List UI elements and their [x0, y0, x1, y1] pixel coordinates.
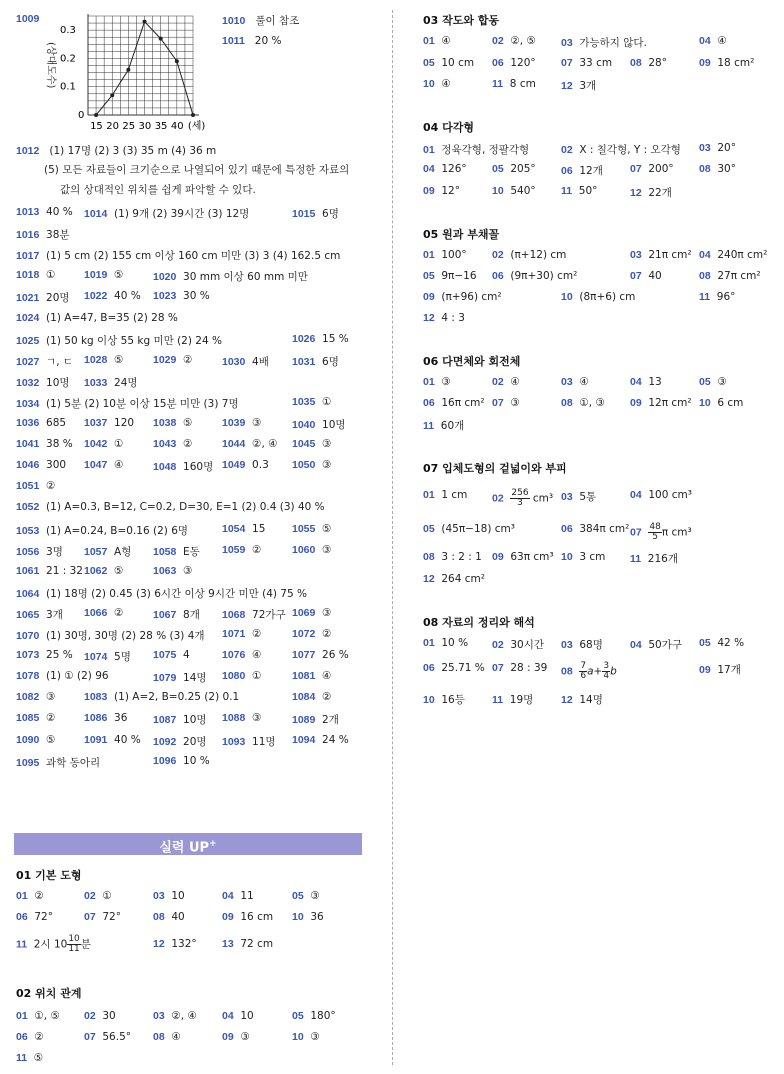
answer-item: 1078 (1) ① (2) 96	[16, 670, 109, 683]
answer-01-12: 12 132°	[153, 938, 197, 950]
answer-item: 1022 40 %	[84, 290, 141, 303]
answer-item: 01 ③	[423, 376, 451, 388]
answer-item: 03 5통	[561, 491, 597, 503]
answer-item: 04 100 cm³	[630, 489, 692, 501]
answer-item: 1052 (1) A=0.3, B=12, C=0.2, D=30, E=1 (2) 0.4 (3) 40 %	[16, 501, 325, 514]
answer-item: 1084 ②	[292, 691, 332, 704]
answer-item: 09 ③	[222, 1031, 250, 1043]
answer-item: 1093 11명	[222, 735, 276, 748]
answer-item: 07 ③	[492, 397, 520, 409]
answer-item: 06 120°	[492, 57, 536, 69]
answer-item: 1088 ③	[222, 712, 262, 725]
answer-item: 1056 3명	[16, 545, 63, 558]
answer-item: 05 42 %	[699, 637, 745, 649]
answer-item: 1063 ③	[153, 564, 193, 577]
answer-item: 07 $\frac{48}{5}$ π cm³	[630, 522, 692, 542]
answer-item: 1025 (1) 50 kg 이상 55 kg 미만 (2) 24 %	[16, 334, 222, 347]
answer-item: 09 12°	[423, 185, 460, 197]
answer-item: 1013 40 %	[16, 206, 73, 218]
answer-01-11: 11 2시 10 $\frac{10}{11}$ 분	[16, 934, 91, 954]
answer-item: 1062 ⑤	[84, 564, 124, 577]
answer-item: 03 ②, ④	[153, 1010, 197, 1022]
section-title-04: 04 다각형	[423, 121, 475, 134]
answer-item: 1049 0.3	[222, 459, 269, 472]
answer-item: 1017 (1) 5 cm (2) 155 cm 이상 160 cm 미만 (3) 3 (4) 162.5 cm	[16, 250, 341, 263]
answer-item: 10 (8π+6) cm	[561, 291, 636, 303]
answer-item: 04 10	[222, 1010, 254, 1022]
answer-item: 12 14명	[561, 694, 603, 706]
answer-item: 1053 (1) A=0.24, B=0.16 (2) 6명	[16, 524, 189, 537]
answer-item: 01 정육각형, 정팔각형	[423, 144, 530, 156]
answer-item: 09 (π+96) cm²	[423, 291, 502, 303]
fraction: $\frac{48}{5}$	[649, 522, 661, 542]
answer-item: 1086 36	[84, 712, 128, 725]
answer-item: 1076 ④	[222, 649, 262, 662]
data-point	[143, 20, 147, 24]
answer-item: 05 180°	[292, 1010, 336, 1022]
answer-item: 03 68명	[561, 639, 603, 651]
answer-item: 03 20°	[699, 142, 736, 154]
answer-item: 04 13	[630, 376, 662, 388]
answer-item: 1043 ②	[153, 438, 193, 451]
fraction: $\frac{7}{6}$	[580, 661, 587, 681]
answer-item: 1045 ③	[292, 438, 332, 451]
answer-item: 1095 과학 동아리	[16, 756, 101, 769]
answer-item: 1059 ②	[222, 543, 262, 556]
answer-item: 1055 ⑤	[292, 522, 332, 535]
answer-item: 09 18 cm²	[699, 57, 755, 69]
answer-item: 03 ④	[561, 376, 589, 388]
answer-item: 1048 160명	[153, 461, 214, 474]
answer-item: 1037 120	[84, 417, 135, 429]
answer-item: 07 72°	[84, 911, 121, 923]
answer-item: 1020 30 mm 이상 60 mm 미만	[153, 271, 308, 284]
answer-item: 1032 10명	[16, 376, 70, 389]
answer-item: 11 50°	[561, 185, 598, 197]
answer-item: 1015 6명	[292, 208, 339, 220]
x-tick-label: 20	[106, 121, 119, 132]
answer-item: 1070 (1) 30명, 30명 (2) 28 % (3) 4개	[16, 630, 205, 642]
answer-item: 1067 8개	[153, 608, 200, 621]
answer-item: 11 96°	[699, 291, 736, 303]
answer-item: 07 200°	[630, 163, 674, 175]
data-point	[175, 59, 179, 63]
answer-item: 04 11	[222, 890, 254, 902]
section-banner: 실력 UP+	[14, 833, 362, 855]
answer-item: 10 540°	[492, 185, 536, 197]
answer-item: 1026 15 %	[292, 332, 349, 345]
answer-item: 05 9π−16	[423, 270, 477, 282]
answer-item: 01 ④	[423, 35, 451, 47]
fraction: $\frac{3}{4}$	[603, 661, 610, 681]
answer-item: 1079 14명	[153, 672, 207, 685]
answer-item: 1018 ①	[16, 269, 56, 282]
answer-item: 02 $\frac{256}{3}$ cm³	[492, 488, 554, 508]
answer-item: 1039 ③	[222, 417, 262, 429]
answer-item: 1073 25 %	[16, 649, 73, 662]
answer-item: 1092 20명	[153, 735, 207, 748]
answer-item: 11 19명	[492, 694, 534, 706]
answer-item: 1072 ②	[292, 628, 332, 640]
answer-item: 1091 40 %	[84, 733, 141, 746]
answer-item: 09 16 cm	[222, 911, 274, 923]
answer-item: 1038 ⑤	[153, 417, 193, 429]
section-title-02: 02 위치 관계	[16, 987, 82, 1000]
y-tick-label: 0.2	[60, 53, 76, 65]
answer-item: 1021 20명	[16, 292, 70, 305]
answer-item: 04 ④	[699, 35, 727, 47]
answer-item: 1047 ④	[84, 459, 124, 472]
relative-frequency-graph	[40, 12, 215, 134]
answer-item: 1034 (1) 5분 (2) 10분 이상 15분 미만 (3) 7명	[16, 397, 239, 410]
answer-item: 1089 2개	[292, 714, 339, 727]
answer-item: 1040 10명	[292, 419, 346, 431]
answer-item: 03 가능하지 않다.	[561, 37, 647, 49]
section-title-08: 08 자료의 정리와 해석	[423, 616, 535, 629]
data-point	[159, 37, 163, 41]
answer-item: 08 $\frac{7}{6}$ a+ $\frac{3}{4}$ b	[561, 661, 617, 681]
answer-item: 11 216개	[630, 553, 678, 565]
answer-item: 1033 24명	[84, 376, 138, 389]
answer-item: 06 384π cm²	[561, 523, 630, 535]
answer-item: 1085 ②	[16, 712, 56, 725]
data-point	[94, 113, 98, 117]
answer-item: 12 22개	[630, 187, 672, 199]
x-tick-label: 35	[154, 121, 168, 132]
section-title-07: 07 입체도형의 겉넓이와 부피	[423, 462, 567, 475]
answer-item: 08 27π cm²	[699, 270, 761, 282]
answer-item: 1066 ②	[84, 606, 124, 619]
answer-item: 09 12π cm²	[630, 397, 692, 409]
answer-item: 1024 (1) A=47, B=35 (2) 28 %	[16, 311, 178, 324]
graph-grid	[88, 14, 199, 115]
answer-item: 11 ⑤	[16, 1052, 44, 1064]
answer-item: 05 10 cm	[423, 57, 475, 69]
x-tick-label: 30	[138, 121, 152, 132]
answer-item: 05 ③	[292, 890, 320, 902]
answer-item: 1071 ②	[222, 628, 262, 640]
answer-item: 1060 ③	[292, 543, 332, 556]
answer-item: 08 ④	[153, 1031, 181, 1043]
answer-item: 08 ①, ③	[561, 397, 605, 409]
answer-item: 1044 ②, ④	[222, 438, 278, 451]
answer-item: 06 16π cm²	[423, 397, 485, 409]
answer-item: 01 1 cm	[423, 489, 468, 501]
answer-item: 06 (9π+30) cm²	[492, 270, 578, 282]
answer-item: 02 30	[84, 1010, 116, 1022]
answer-item: 1057 A형	[84, 545, 132, 558]
answer-1012: 1012 (1) 17명 (2) 3 (3) 35 m (4) 36 m	[16, 145, 217, 157]
answer-item: 12 3개	[561, 80, 597, 92]
answer-1012-line3: 값의 상대적인 위치를 쉽게 파악할 수 있다.	[60, 184, 256, 196]
answer-item: 1090 ⑤	[16, 733, 56, 746]
answer-item: 1077 26 %	[292, 649, 349, 662]
answer-item: 1050 ③	[292, 459, 332, 472]
answer-1009-num: 1009	[16, 13, 40, 25]
section-title-06: 06 다면체와 회전체	[423, 355, 521, 368]
answer-item: 1082 ③	[16, 691, 56, 704]
answer-item: 06 ②	[16, 1031, 44, 1043]
answer-item: 03 21π cm²	[630, 249, 692, 261]
answer-item: 06 12개	[561, 165, 603, 177]
answer-item: 07 28 : 39	[492, 662, 548, 674]
answer-item: 11 60개	[423, 420, 465, 432]
answer-1010: 1010 풀이 참조	[222, 15, 300, 27]
answer-item: 10 3 cm	[561, 551, 606, 563]
answer-item: 1023 30 %	[153, 290, 210, 303]
fraction: $\frac{10}{11}$	[68, 934, 80, 954]
answer-item: 10 ④	[423, 78, 451, 90]
answer-item: 01 10 %	[423, 637, 469, 649]
answer-item: 1074 5명	[84, 651, 131, 664]
fraction: $\frac{256}{3}$	[511, 488, 529, 508]
x-tick-label: 25	[122, 121, 136, 132]
answer-item: 1064 (1) 18명 (2) 0.45 (3) 6시간 이상 9시간 미만 (4) 75 %	[16, 587, 307, 600]
answer-item: 1094 24 %	[292, 733, 349, 746]
answer-item: 05 205°	[492, 163, 536, 175]
answer-item: 02 X : 칠각형, Y : 오각형	[561, 144, 681, 156]
answer-item: 1096 10 %	[153, 754, 210, 767]
answer-01-13: 13 72 cm	[222, 938, 274, 950]
data-point	[126, 68, 130, 72]
answer-item: 1081 ④	[292, 670, 332, 683]
answer-item: 02 ①	[84, 890, 112, 902]
answer-item: 1042 ①	[84, 438, 124, 451]
answer-item: 05 (45π−18) cm³	[423, 523, 515, 535]
answer-item: 1075 4	[153, 649, 190, 662]
x-tick-label: 40	[170, 121, 184, 132]
answer-item: 10 ③	[292, 1031, 320, 1043]
answer-item: 1046 300	[16, 459, 67, 472]
graph-ylabel: (상대도수)	[45, 42, 56, 89]
answer-item: 1030 4배	[222, 355, 269, 368]
answer-item: 09 17개	[699, 664, 741, 676]
answer-item: 08 40	[153, 911, 185, 923]
answer-item: 1058 E동	[153, 545, 200, 558]
answer-1011: 1011 20 %	[222, 35, 282, 47]
answer-item: 1069 ③	[292, 606, 332, 619]
answer-item: 1061 21 : 32	[16, 564, 83, 577]
x-tick-label: 15	[90, 121, 103, 132]
answer-item: 12 264 cm²	[423, 573, 485, 585]
answer-item: 07 40	[630, 270, 662, 282]
answer-item: 02 ②, ⑤	[492, 35, 536, 47]
section-title-03: 03 작도와 합동	[423, 14, 500, 27]
answer-item: 08 3 : 2 : 1	[423, 551, 482, 563]
answer-item: 01 ①, ⑤	[16, 1010, 60, 1022]
answer-item: 1083 (1) A=2, B=0.25 (2) 0.1	[84, 691, 240, 704]
answer-item: 12 4 : 3	[423, 312, 465, 324]
answer-item: 1035 ①	[292, 395, 332, 408]
y-tick-label: 0.3	[60, 25, 76, 37]
answer-item: 10 36	[292, 911, 324, 923]
answer-item: 1041 38 %	[16, 438, 73, 451]
x-unit-label: (세)	[187, 121, 206, 132]
origin-label: 0	[78, 110, 85, 121]
answer-item: 1027 ㄱ, ㄷ	[16, 355, 74, 368]
answer-1012-line2: (5) 모든 자료들이 크기순으로 나열되어 있기 때문에 특정한 자료의	[44, 164, 350, 176]
answer-item: 02 ④	[492, 376, 520, 388]
answer-item: 1029 ②	[153, 353, 193, 366]
section-title-05: 05 원과 부채꼴	[423, 228, 500, 241]
answer-item: 09 63π cm³	[492, 551, 554, 563]
answer-item: 1016 38분	[16, 229, 70, 242]
answer-item: 11 8 cm	[492, 78, 536, 90]
answer-item: 1014 (1) 9개 (2) 39시간 (3) 12명	[84, 208, 250, 220]
answer-item: 1031 6명	[292, 355, 339, 368]
answer-item: 10 6 cm	[699, 397, 744, 409]
answer-item: 02 30시간	[492, 639, 545, 651]
answer-item: 1036 685	[16, 417, 67, 429]
answer-item: 01 100°	[423, 249, 467, 261]
answer-item: 04 240π cm²	[699, 249, 768, 261]
answer-item: 1054 15	[222, 522, 266, 535]
data-point	[191, 113, 195, 117]
answer-item: 07 33 cm	[561, 57, 613, 69]
answer-item: 06 72°	[16, 911, 53, 923]
answer-item: 1065 3개	[16, 608, 63, 621]
answer-item: 1051 ②	[16, 480, 56, 493]
column-divider	[392, 10, 393, 1065]
answer-item: 04 50가구	[630, 639, 683, 651]
answer-item: 10 16등	[423, 694, 465, 706]
answer-item: 02 (π+12) cm	[492, 249, 567, 261]
answer-item: 07 56.5°	[84, 1031, 132, 1043]
section-title-01: 01 기본 도형	[16, 869, 82, 882]
answer-item: 05 ③	[699, 376, 727, 388]
answer-item: 1068 72가구	[222, 608, 286, 621]
answer-item: 1019 ⑤	[84, 269, 124, 282]
answer-item: 04 126°	[423, 163, 467, 175]
answer-item: 01 ②	[16, 890, 44, 902]
answer-item: 08 30°	[699, 163, 736, 175]
answer-item: 08 28°	[630, 57, 667, 69]
data-point	[110, 93, 114, 97]
answer-item: 03 10	[153, 890, 185, 902]
answer-item: 1028 ⑤	[84, 353, 124, 366]
answer-item: 1087 10명	[153, 714, 207, 727]
answer-item: 06 25.71 %	[423, 662, 485, 674]
y-tick-label: 0.1	[60, 81, 76, 93]
answer-item: 1080 ①	[222, 670, 262, 683]
